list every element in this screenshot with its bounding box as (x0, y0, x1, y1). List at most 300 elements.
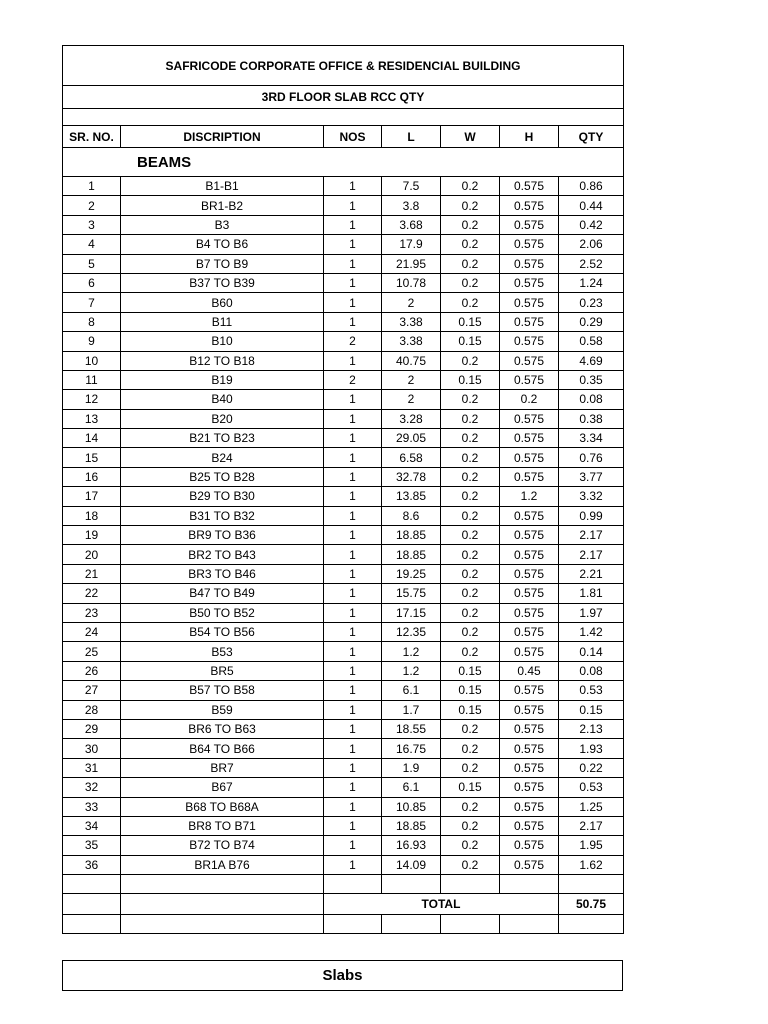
cell-width: 0.2 (441, 836, 500, 855)
cell-height: 0.575 (500, 370, 559, 389)
cell-height: 0.575 (500, 429, 559, 448)
cell-description: B68 TO B68A (121, 797, 324, 816)
empty-cell (441, 875, 500, 894)
cell-height: 0.575 (500, 448, 559, 467)
cell-description: B50 TO B52 (121, 603, 324, 622)
cell-description: B57 TO B58 (121, 681, 324, 700)
cell-description: BR2 TO B43 (121, 545, 324, 564)
cell-sr-no: 8 (63, 312, 121, 331)
table-row (63, 526, 624, 545)
cell-nos: 1 (324, 429, 382, 448)
cell-qty: 1.81 (559, 584, 624, 603)
table-row (63, 448, 624, 467)
cell-nos: 1 (324, 622, 382, 641)
cell-length: 6.1 (382, 681, 441, 700)
table-row (63, 235, 624, 254)
cell-length: 19.25 (382, 564, 441, 583)
cell-nos: 1 (324, 448, 382, 467)
cell-nos: 1 (324, 390, 382, 409)
cell-height: 0.575 (500, 642, 559, 661)
cell-description: BR1A B76 (121, 855, 324, 874)
cell-qty: 3.77 (559, 467, 624, 486)
empty-cell (559, 875, 624, 894)
cell-length: 29.05 (382, 429, 441, 448)
cell-length: 13.85 (382, 487, 441, 506)
cell-nos: 1 (324, 642, 382, 661)
cell-length: 18.85 (382, 545, 441, 564)
cell-nos: 1 (324, 855, 382, 874)
cell-length: 3.38 (382, 332, 441, 351)
empty-cell (559, 915, 624, 934)
cell-height: 0.575 (500, 603, 559, 622)
cell-length: 1.7 (382, 700, 441, 719)
cell-nos: 2 (324, 332, 382, 351)
cell-length: 18.55 (382, 719, 441, 738)
cell-qty: 0.53 (559, 681, 624, 700)
table-row (63, 215, 624, 234)
cell-height: 0.575 (500, 273, 559, 292)
cell-height: 0.575 (500, 700, 559, 719)
cell-length: 1.2 (382, 642, 441, 661)
cell-sr-no: 33 (63, 797, 121, 816)
header-qty: QTY (559, 126, 624, 148)
cell-length: 21.95 (382, 254, 441, 273)
cell-nos: 1 (324, 487, 382, 506)
cell-nos: 1 (324, 797, 382, 816)
cell-description: BR6 TO B63 (121, 719, 324, 738)
table-row (63, 564, 624, 583)
cell-qty: 1.24 (559, 273, 624, 292)
table-row (63, 273, 624, 292)
cell-nos: 1 (324, 584, 382, 603)
table-row (63, 603, 624, 622)
cell-nos: 1 (324, 293, 382, 312)
cell-sr-no: 9 (63, 332, 121, 351)
cell-description: B4 TO B6 (121, 235, 324, 254)
cell-width: 0.15 (441, 681, 500, 700)
cell-length: 3.28 (382, 409, 441, 428)
rcc-quantity-table (62, 45, 624, 934)
cell-width: 0.2 (441, 196, 500, 215)
cell-nos: 1 (324, 409, 382, 428)
cell-description: BR3 TO B46 (121, 564, 324, 583)
cell-description: B29 TO B30 (121, 487, 324, 506)
cell-sr-no: 22 (63, 584, 121, 603)
cell-description: B12 TO B18 (121, 351, 324, 370)
cell-description: B54 TO B56 (121, 622, 324, 641)
cell-length: 2 (382, 293, 441, 312)
cell-height: 0.575 (500, 855, 559, 874)
cell-sr-no: 13 (63, 409, 121, 428)
cell-width: 0.2 (441, 584, 500, 603)
cell-qty: 1.25 (559, 797, 624, 816)
table-row (63, 836, 624, 855)
sheet-title: SAFRICODE CORPORATE OFFICE & RESIDENCIAL BUILDING (63, 46, 624, 86)
cell-description: BR9 TO B36 (121, 526, 324, 545)
cell-height: 0.575 (500, 215, 559, 234)
header-sr-no: SR. NO. (63, 126, 121, 148)
table-row (63, 177, 624, 196)
cell-nos: 1 (324, 235, 382, 254)
cell-width: 0.2 (441, 855, 500, 874)
cell-description: B1-B1 (121, 177, 324, 196)
cell-height: 0.575 (500, 816, 559, 835)
cell-width: 0.2 (441, 545, 500, 564)
cell-sr-no: 23 (63, 603, 121, 622)
cell-sr-no: 24 (63, 622, 121, 641)
cell-sr-no: 18 (63, 506, 121, 525)
cell-width: 0.2 (441, 797, 500, 816)
empty-cell (63, 915, 121, 934)
cell-qty: 0.14 (559, 642, 624, 661)
cell-height: 0.575 (500, 467, 559, 486)
cell-description: BR7 (121, 758, 324, 777)
cell-height: 0.45 (500, 661, 559, 680)
table-row (63, 332, 624, 351)
header-height: H (500, 126, 559, 148)
cell-sr-no: 30 (63, 739, 121, 758)
header-description: DISCRIPTION (121, 126, 324, 148)
cell-length: 6.58 (382, 448, 441, 467)
cell-height: 0.575 (500, 681, 559, 700)
cell-sr-no: 27 (63, 681, 121, 700)
table-row (63, 816, 624, 835)
cell-qty: 0.08 (559, 661, 624, 680)
cell-height: 0.575 (500, 196, 559, 215)
cell-width: 0.15 (441, 700, 500, 719)
cell-description: B37 TO B39 (121, 273, 324, 292)
total-value: 50.75 (559, 894, 624, 915)
cell-qty: 0.86 (559, 177, 624, 196)
cell-height: 0.575 (500, 797, 559, 816)
cell-qty: 0.23 (559, 293, 624, 312)
cell-description: B10 (121, 332, 324, 351)
cell-nos: 1 (324, 351, 382, 370)
cell-nos: 1 (324, 526, 382, 545)
cell-description: B21 TO B23 (121, 429, 324, 448)
cell-nos: 1 (324, 312, 382, 331)
cell-length: 17.9 (382, 235, 441, 254)
cell-height: 0.575 (500, 564, 559, 583)
cell-qty: 0.44 (559, 196, 624, 215)
cell-qty: 0.38 (559, 409, 624, 428)
table-row (63, 545, 624, 564)
cell-width: 0.15 (441, 778, 500, 797)
cell-description: B11 (121, 312, 324, 331)
cell-description: B20 (121, 409, 324, 428)
cell-width: 0.2 (441, 448, 500, 467)
empty-cell (382, 875, 441, 894)
table-row (63, 506, 624, 525)
cell-height: 0.575 (500, 739, 559, 758)
cell-width: 0.15 (441, 312, 500, 331)
cell-length: 18.85 (382, 526, 441, 545)
table-row (63, 370, 624, 389)
header-length: L (382, 126, 441, 148)
cell-length: 17.15 (382, 603, 441, 622)
cell-height: 0.575 (500, 351, 559, 370)
cell-length: 12.35 (382, 622, 441, 641)
cell-width: 0.2 (441, 390, 500, 409)
cell-height: 1.2 (500, 487, 559, 506)
cell-qty: 0.42 (559, 215, 624, 234)
cell-length: 14.09 (382, 855, 441, 874)
cell-width: 0.2 (441, 816, 500, 835)
empty-cell (63, 875, 121, 894)
cell-sr-no: 7 (63, 293, 121, 312)
cell-width: 0.2 (441, 622, 500, 641)
cell-length: 7.5 (382, 177, 441, 196)
cell-description: B24 (121, 448, 324, 467)
cell-sr-no: 34 (63, 816, 121, 835)
table-row (63, 409, 624, 428)
cell-qty: 0.29 (559, 312, 624, 331)
cell-length: 32.78 (382, 467, 441, 486)
cell-sr-no: 25 (63, 642, 121, 661)
cell-height: 0.575 (500, 622, 559, 641)
cell-length: 15.75 (382, 584, 441, 603)
table-row (63, 661, 624, 680)
cell-sr-no: 32 (63, 778, 121, 797)
cell-nos: 1 (324, 273, 382, 292)
cell-width: 0.2 (441, 273, 500, 292)
cell-width: 0.2 (441, 351, 500, 370)
cell-qty: 2.06 (559, 235, 624, 254)
cell-description: B64 TO B66 (121, 739, 324, 758)
cell-qty: 1.42 (559, 622, 624, 641)
cell-sr-no: 15 (63, 448, 121, 467)
cell-sr-no: 3 (63, 215, 121, 234)
cell-length: 3.38 (382, 312, 441, 331)
cell-height: 0.575 (500, 293, 559, 312)
cell-nos: 1 (324, 177, 382, 196)
cell-sr-no: 35 (63, 836, 121, 855)
cell-height: 0.575 (500, 235, 559, 254)
cell-nos: 1 (324, 467, 382, 486)
cell-height: 0.575 (500, 719, 559, 738)
cell-sr-no: 36 (63, 855, 121, 874)
cell-length: 3.8 (382, 196, 441, 215)
cell-height: 0.575 (500, 778, 559, 797)
cell-sr-no: 21 (63, 564, 121, 583)
table-row (63, 681, 624, 700)
cell-qty: 1.93 (559, 739, 624, 758)
cell-qty: 4.69 (559, 351, 624, 370)
cell-length: 8.6 (382, 506, 441, 525)
cell-length: 16.75 (382, 739, 441, 758)
cell-width: 0.2 (441, 254, 500, 273)
cell-sr-no: 6 (63, 273, 121, 292)
cell-nos: 1 (324, 778, 382, 797)
cell-length: 6.1 (382, 778, 441, 797)
cell-sr-no: 14 (63, 429, 121, 448)
cell-nos: 1 (324, 506, 382, 525)
table-row (63, 467, 624, 486)
cell-description: B60 (121, 293, 324, 312)
cell-width: 0.15 (441, 332, 500, 351)
table-row (63, 584, 624, 603)
cell-description: BR1-B2 (121, 196, 324, 215)
cell-nos: 1 (324, 836, 382, 855)
cell-qty: 3.34 (559, 429, 624, 448)
cell-nos: 2 (324, 370, 382, 389)
total-label: TOTAL (324, 894, 559, 915)
cell-qty: 0.22 (559, 758, 624, 777)
cell-sr-no: 16 (63, 467, 121, 486)
cell-width: 0.2 (441, 564, 500, 583)
cell-sr-no: 17 (63, 487, 121, 506)
table-row (63, 429, 624, 448)
cell-length: 1.9 (382, 758, 441, 777)
cell-description: B31 TO B32 (121, 506, 324, 525)
table-row (63, 719, 624, 738)
cell-description: BR8 TO B71 (121, 816, 324, 835)
cell-qty: 3.32 (559, 487, 624, 506)
cell-width: 0.2 (441, 409, 500, 428)
cell-description: B67 (121, 778, 324, 797)
empty-cell (121, 894, 324, 915)
cell-qty: 2.21 (559, 564, 624, 583)
cell-height: 0.575 (500, 584, 559, 603)
cell-qty: 0.58 (559, 332, 624, 351)
cell-sr-no: 28 (63, 700, 121, 719)
table-row (63, 855, 624, 874)
empty-cell (500, 915, 559, 934)
cell-description: B59 (121, 700, 324, 719)
cell-description: B3 (121, 215, 324, 234)
cell-height: 0.575 (500, 506, 559, 525)
cell-qty: 0.15 (559, 700, 624, 719)
cell-width: 0.2 (441, 293, 500, 312)
cell-length: 40.75 (382, 351, 441, 370)
cell-qty: 2.17 (559, 526, 624, 545)
cell-nos: 1 (324, 719, 382, 738)
cell-length: 18.85 (382, 816, 441, 835)
cell-width: 0.2 (441, 739, 500, 758)
cell-description: B19 (121, 370, 324, 389)
cell-nos: 1 (324, 254, 382, 273)
cell-height: 0.575 (500, 332, 559, 351)
cell-qty: 0.35 (559, 370, 624, 389)
cell-qty: 0.08 (559, 390, 624, 409)
cell-sr-no: 10 (63, 351, 121, 370)
cell-nos: 1 (324, 545, 382, 564)
section-label: BEAMS (63, 148, 624, 177)
cell-height: 0.575 (500, 526, 559, 545)
cell-width: 0.2 (441, 642, 500, 661)
cell-width: 0.15 (441, 370, 500, 389)
empty-cell (121, 875, 324, 894)
table-row (63, 390, 624, 409)
cell-description: B47 TO B49 (121, 584, 324, 603)
cell-length: 16.93 (382, 836, 441, 855)
table-row (63, 312, 624, 331)
table-row (63, 254, 624, 273)
header-row (63, 126, 624, 148)
table-row (63, 700, 624, 719)
empty-cell (324, 915, 382, 934)
cell-sr-no: 31 (63, 758, 121, 777)
cell-nos: 1 (324, 681, 382, 700)
empty-cell (382, 915, 441, 934)
empty-cell (441, 915, 500, 934)
table-row (63, 351, 624, 370)
cell-nos: 1 (324, 661, 382, 680)
table-row (63, 797, 624, 816)
cell-length: 1.2 (382, 661, 441, 680)
header-nos: NOS (324, 126, 382, 148)
cell-nos: 1 (324, 739, 382, 758)
cell-qty: 0.53 (559, 778, 624, 797)
empty-cell (121, 915, 324, 934)
cell-description: BR5 (121, 661, 324, 680)
slabs-section-label: Slabs (62, 960, 623, 991)
cell-qty: 2.17 (559, 816, 624, 835)
table-row (63, 293, 624, 312)
cell-height: 0.575 (500, 254, 559, 273)
cell-qty: 2.13 (559, 719, 624, 738)
cell-nos: 1 (324, 700, 382, 719)
cell-description: B40 (121, 390, 324, 409)
cell-nos: 1 (324, 816, 382, 835)
cell-sr-no: 12 (63, 390, 121, 409)
cell-nos: 1 (324, 603, 382, 622)
table-row (63, 642, 624, 661)
cell-nos: 1 (324, 564, 382, 583)
cell-height: 0.575 (500, 758, 559, 777)
table-row (63, 778, 624, 797)
cell-length: 10.78 (382, 273, 441, 292)
blank-row (63, 109, 624, 126)
cell-height: 0.575 (500, 312, 559, 331)
cell-width: 0.2 (441, 429, 500, 448)
cell-width: 0.2 (441, 506, 500, 525)
cell-sr-no: 20 (63, 545, 121, 564)
cell-length: 2 (382, 370, 441, 389)
cell-height: 0.575 (500, 545, 559, 564)
cell-height: 0.575 (500, 177, 559, 196)
cell-nos: 1 (324, 758, 382, 777)
cell-sr-no: 5 (63, 254, 121, 273)
cell-qty: 2.52 (559, 254, 624, 273)
table-row (63, 758, 624, 777)
cell-nos: 1 (324, 215, 382, 234)
table-row (63, 196, 624, 215)
cell-height: 0.575 (500, 409, 559, 428)
cell-width: 0.2 (441, 526, 500, 545)
empty-cell (500, 875, 559, 894)
total-row (63, 894, 624, 915)
empty-row (63, 875, 624, 894)
cell-sr-no: 19 (63, 526, 121, 545)
cell-sr-no: 4 (63, 235, 121, 254)
empty-cell (63, 894, 121, 915)
sheet-subtitle: 3RD FLOOR SLAB RCC QTY (63, 86, 624, 109)
cell-sr-no: 26 (63, 661, 121, 680)
cell-width: 0.2 (441, 758, 500, 777)
cell-description: B53 (121, 642, 324, 661)
cell-qty: 2.17 (559, 545, 624, 564)
cell-qty: 1.97 (559, 603, 624, 622)
cell-width: 0.2 (441, 603, 500, 622)
cell-width: 0.2 (441, 177, 500, 196)
empty-cell (324, 875, 382, 894)
cell-description: B25 TO B28 (121, 467, 324, 486)
cell-qty: 0.76 (559, 448, 624, 467)
cell-qty: 1.95 (559, 836, 624, 855)
table-row (63, 487, 624, 506)
cell-width: 0.2 (441, 235, 500, 254)
